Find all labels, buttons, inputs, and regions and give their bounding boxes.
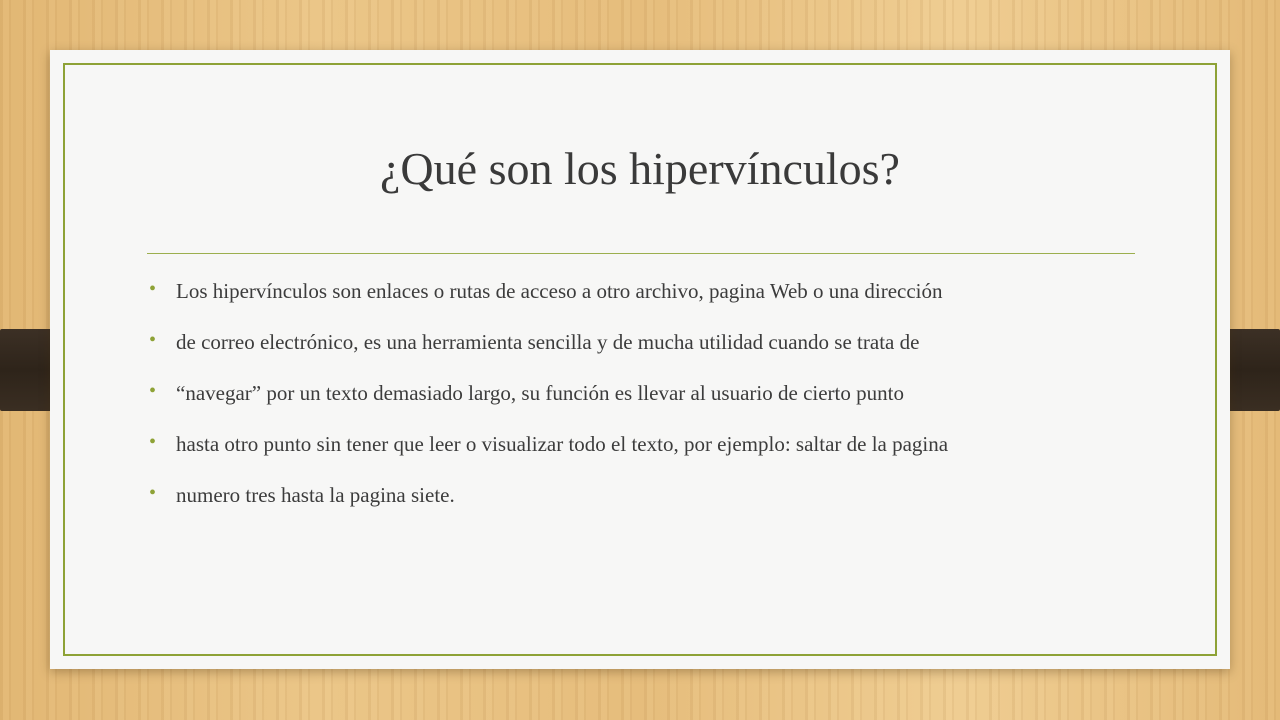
bullet-text: hasta otro punto sin tener que leer o visualizar todo el texto, por ejemplo: saltar de la pagina bbox=[176, 432, 949, 456]
slide-card bbox=[50, 50, 1230, 669]
bullet-item bbox=[149, 430, 1119, 458]
bullet-text: de correo electrónico, es una herramienta sencilla y de mucha utilidad cuando se trata de bbox=[176, 330, 920, 354]
slide-title: ¿Qué son los hipervínculos? bbox=[380, 143, 900, 194]
bullet-item bbox=[149, 328, 1119, 356]
title-divider bbox=[147, 253, 1135, 254]
bullet-item bbox=[149, 379, 1119, 407]
bullet-text: “navegar” por un texto demasiado largo, su función es llevar al usuario de cierto punto bbox=[176, 381, 904, 405]
bullet-icon: • bbox=[149, 278, 157, 300]
bullet-item bbox=[149, 481, 1119, 509]
bullet-list bbox=[149, 277, 1119, 532]
bullet-icon: • bbox=[149, 431, 157, 453]
bullet-icon: • bbox=[149, 380, 157, 402]
bullet-icon: • bbox=[149, 482, 157, 504]
bullet-item bbox=[149, 277, 1119, 305]
bullet-text: numero tres hasta la pagina siete. bbox=[176, 483, 455, 507]
bullet-text: Los hipervínculos son enlaces o rutas de acceso a otro archivo, pagina Web o una dirección bbox=[176, 279, 943, 303]
bullet-icon: • bbox=[149, 329, 157, 351]
